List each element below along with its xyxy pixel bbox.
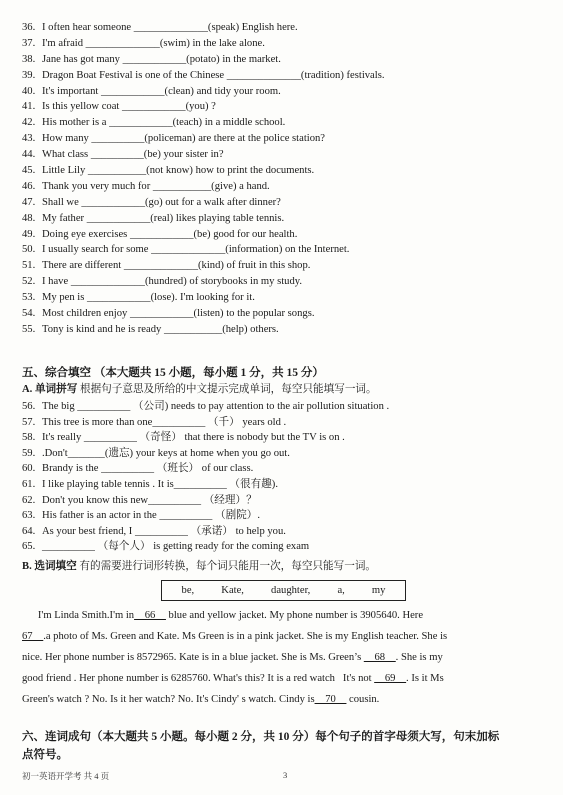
question-text: Tony is kind and he is ready ___________(help) others. [42,323,279,335]
question-text: How many __________(policeman) are there at the police station? [42,133,325,145]
question-number: 48. [22,212,36,224]
question-text: .Don't_______(遗忘) your keys at home when you go out. [42,447,290,459]
question-line [22,258,547,274]
question-line [22,20,547,36]
spelling-line [22,477,547,493]
spelling-question-list [22,399,547,555]
question-text: What class __________(be) your sister in? [42,149,224,161]
question-text: I like playing table tennis . It is__________ （很有趣). [42,478,278,490]
word-bank-word: Kate, [221,585,244,596]
section5-title: 五、综合填空 （本大题共 15 小题，每小题 1 分，共 15 分） [22,367,324,379]
part-a-label: A. 单词拼写 [22,384,78,395]
question-number: 45. [22,165,36,177]
passage-line [22,689,542,710]
question-number: 36. [22,22,36,33]
question-number: 60. [22,463,36,475]
question-number: 54. [22,308,36,320]
question-text: This tree is more than one__________ （千） years old . [42,416,287,428]
question-number: 43. [22,133,36,145]
question-text: Little Lily ___________(not know) how to print the documents. [42,165,315,177]
question-line [22,68,547,84]
question-number: 40. [22,85,36,97]
question-line [22,84,547,100]
question-line [22,52,547,68]
spelling-line [22,399,547,415]
question-number: 55. [22,323,36,335]
word-bank-word: a, [337,585,345,596]
passage-text: .a photo of Ms. Green and Kate. Ms Green is in a pink jacket. She is my English teacher. She is [43,631,448,642]
question-line [22,99,547,115]
question-number: 52. [22,276,36,288]
question-text: Jane has got many ____________(potato) in the market. [42,53,281,65]
passage-line [22,668,542,689]
question-text: My father ____________(real) likes playing table tennis. [42,212,285,224]
word-bank-word: daughter, [271,585,311,596]
part-b-instruction: 有的需要进行词形转换，每个词只能用一次，每空只能写一词。 [79,561,377,572]
question-number: 51. [22,260,36,272]
passage-text: . She is my [395,652,443,663]
question-line [22,179,547,195]
question-number: 64. [22,525,36,537]
passage-text: cousin. [346,694,380,705]
question-text: The big __________ （公司) needs to pay attention to the air pollution situation . [42,401,390,412]
question-text: __________ （每个人） is getting ready for the coming exam [42,541,310,553]
question-text: Most children enjoy ____________(listen) to the popular songs. [42,308,315,320]
question-text: I'm afraid ______________(swim) in the lake alone. [42,37,265,49]
question-line [22,131,547,147]
answer-blank: __68__ [363,652,396,663]
question-line [22,163,547,179]
question-line [22,211,547,227]
spelling-line [22,415,547,431]
question-number: 59. [22,447,36,459]
question-number: 62. [22,494,36,506]
question-number: 41. [22,101,36,113]
fill-in-question-list [22,20,547,338]
question-number: 65. [22,541,36,553]
section6-title [22,728,499,764]
question-text: Don't you know this new__________ （经理）？ [42,494,257,506]
section6-title-line2: 点符号。 [22,749,68,761]
question-line [22,322,547,338]
part-a-heading [22,381,377,396]
passage-line [22,626,542,647]
part-a-instruction: 根据句子意思及所给的中文提示完成单词，每空只能填写一词。 [79,384,377,395]
question-line [22,242,547,258]
question-number: 56. [22,401,36,412]
part-b-label: B. 选词填空 [22,561,77,572]
spelling-line [22,430,547,446]
word-bank-word: my [371,585,386,596]
question-text: His father is an actor in the __________ （剧院）. [42,510,261,522]
spelling-line [22,493,547,509]
question-number: 46. [22,180,36,192]
question-number: 39. [22,69,36,81]
question-line [22,36,547,52]
answer-blank: 67__ [22,631,44,642]
question-line [22,274,547,290]
question-text: His mother is a ____________(teach) in a middle school. [42,117,286,129]
question-number: 38. [22,53,36,65]
question-number: 49. [22,228,36,240]
passage-text: good friend . Her phone number is 6285760. What's this? It is a red watch It's not [22,673,375,684]
question-line [22,195,547,211]
question-number: 42. [22,117,36,129]
part-b-heading [22,558,376,573]
question-text: Doing eye exercises ____________(be) good for our health. [42,228,298,240]
question-number: 50. [22,244,36,256]
passage-text: blue and yellow jacket. My phone number is 3905640. Here [165,610,424,621]
spelling-line [22,539,547,555]
question-number: 44. [22,149,36,161]
question-text: Brandy is the __________ （班长） of our class. [42,463,254,475]
spelling-line [22,461,547,477]
answer-blank: __69__ [374,673,407,684]
question-number: 47. [22,196,36,208]
question-number: 63. [22,510,36,522]
section6-title-line1: 六、连词成句（本大题共 5 小题。每小题 2 分，共 10 分）每个句子的首字母须大写，句末加标 [22,731,500,743]
question-text: As your best friend, I __________ （承诺） to help you. [42,525,286,537]
question-line [22,147,547,163]
page-number: 3 [283,770,288,780]
word-bank-word: be, [181,585,195,596]
question-text: Is this yellow coat ____________(you) ? [42,101,216,113]
question-number: 58. [22,432,36,444]
passage-text: . Is it Ms [406,673,444,684]
footer-exam-label: 初一英语开学考 共 4 页 [22,771,110,781]
question-text: Dragon Boat Festival is one of the Chinese ______________(tradition) festivals. [42,69,385,81]
spelling-line [22,446,547,462]
word-bank-box [161,580,406,601]
passage-line [22,605,542,626]
question-text: It's really __________ （奇怪） that there is nobody but the TV is on . [42,432,345,444]
question-number: 61. [22,478,36,490]
question-number: 53. [22,292,36,304]
spelling-line [22,524,547,540]
question-line [22,227,547,243]
passage-text: nice. Her phone number is 8572965. Kate is in a blue jacket. She is Ms. Green’s [22,652,364,663]
passage-text: I'm Linda Smith.I'm in [22,610,135,621]
question-number: 37. [22,37,36,49]
question-line [22,115,547,131]
question-text: Thank you very much for ___________(give) a hand. [42,180,270,192]
question-line [22,306,547,322]
question-text: Shall we ____________(go) out for a walk after dinner? [42,196,281,208]
spelling-line [22,508,547,524]
answer-blank: __70__ [314,694,347,705]
question-number: 57. [22,416,36,428]
cloze-passage [22,605,542,710]
question-text: I have ______________(hundred) of storybooks in my study. [42,276,303,288]
question-text: It's important ____________(clean) and tidy your room. [42,85,281,97]
passage-text: Green's watch ? No. Is it her watch? No. It's Cindy' s watch. Cindy is [22,694,315,705]
question-line [22,290,547,306]
answer-blank: __66__ [134,610,166,621]
question-text: I usually search for some ______________(information) on the Internet. [42,244,350,256]
question-text: There are different ______________(kind) of fruit in this shop. [42,260,311,272]
question-text: I often hear someone ______________(speak) English here. [42,22,298,33]
passage-line [22,647,542,668]
question-text: My pen is ____________(lose). I'm looking for it. [42,292,255,304]
